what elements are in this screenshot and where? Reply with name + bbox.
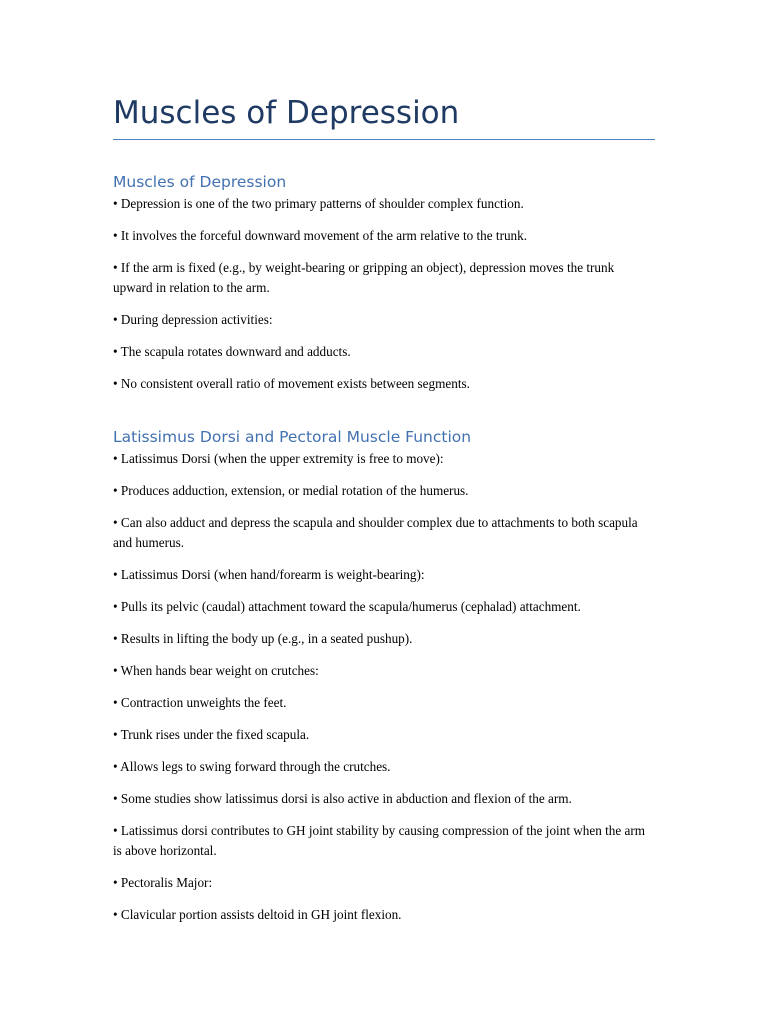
document-title: Muscles of Depression bbox=[113, 95, 460, 131]
bullet-item: • Pectoralis Major: bbox=[113, 875, 213, 890]
bullet-item: • Depression is one of the two primary patterns of shoulder complex function. bbox=[113, 196, 524, 211]
bullet-item: • Trunk rises under the fixed scapula. bbox=[113, 727, 310, 742]
section-heading: Muscles of Depression bbox=[113, 173, 287, 191]
section-latissimus-pectoral-function bbox=[113, 427, 655, 937]
bullet-item: • When hands bear weight on crutches: bbox=[113, 663, 319, 678]
bullet-item: • Produces adduction, extension, or medial rotation of the humerus. bbox=[113, 483, 469, 498]
bullet-item: • Results in lifting the body up (e.g., in a seated pushup). bbox=[113, 631, 413, 646]
bullet-item: • Can also adduct and depress the scapula and shoulder complex due to attachments to both scapula and humerus. bbox=[113, 515, 638, 550]
bullet-list bbox=[113, 194, 655, 394]
bullet-item: • Pulls its pelvic (caudal) attachment toward the scapula/humerus (cephalad) attachment. bbox=[113, 599, 581, 614]
title-underline-divider bbox=[113, 139, 655, 140]
bullet-item: • Latissimus Dorsi (when the upper extremity is free to move): bbox=[113, 451, 444, 466]
section-muscles-of-depression bbox=[113, 172, 655, 406]
bullet-item: • Clavicular portion assists deltoid in GH joint flexion. bbox=[113, 907, 402, 922]
bullet-item: • The scapula rotates downward and adducts. bbox=[113, 344, 351, 359]
bullet-item: • No consistent overall ratio of movement exists between segments. bbox=[113, 376, 470, 391]
bullet-item: • Allows legs to swing forward through the crutches. bbox=[113, 759, 391, 774]
bullet-item: • Contraction unweights the feet. bbox=[113, 695, 287, 710]
bullet-item: • It involves the forceful downward movement of the arm relative to the trunk. bbox=[113, 228, 528, 243]
bullet-item: • Latissimus Dorsi (when hand/forearm is weight-bearing): bbox=[113, 567, 425, 582]
bullet-item: • Latissimus dorsi contributes to GH joint stability by causing compression of the joint when the arm is above horizontal. bbox=[113, 823, 646, 858]
bullet-item: • Some studies show latissimus dorsi is also active in abduction and flexion of the arm. bbox=[113, 791, 572, 806]
bullet-list bbox=[113, 449, 655, 925]
section-heading: Latissimus Dorsi and Pectoral Muscle Function bbox=[113, 428, 472, 446]
bullet-item: • During depression activities: bbox=[113, 312, 273, 327]
bullet-item: • If the arm is fixed (e.g., by weight-bearing or gripping an object), depression moves the trunk upward in relation to the arm. bbox=[113, 260, 615, 295]
